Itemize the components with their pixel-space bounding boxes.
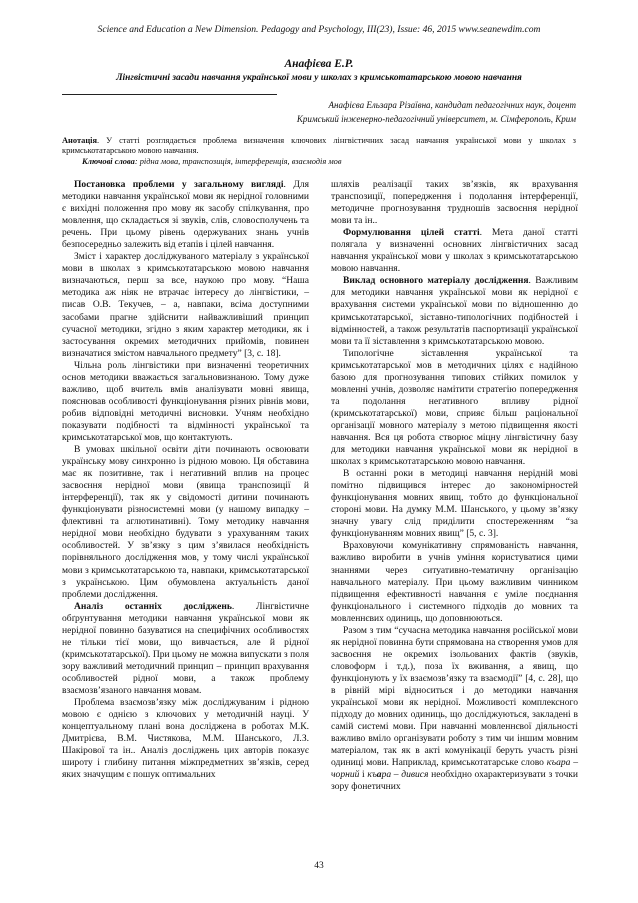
paragraph-text: необхідно охарактеризувати з точки зору фонетичних — [331, 769, 578, 793]
paragraph: В умовах шкільної освіти діти починають освоювати українську мову синхронно із рідною мовою. Ця обставина має як позитивне, так і негативний вплив на процес засвоєння нерідної мови (явища транспозиції й інтерференції), так як у свідомості дитини починають функціонувати різносистемні мови (у нашому випадку – флективні та аглютинативні). Тому методику навчання нерідної мови необхідно будувати з урахуванням таких особливостей. У зв’язку з цим з’явилася необхідність порівняльного дослідження мов, у тому числі української мови з кримськотатарською та, навпаки, кримськотатарської з українською. Цим обумовлена актуальність даної проблеми дослідження. — [62, 444, 309, 600]
section-heading: Аналіз останніх досліджень — [74, 600, 232, 612]
separator: – — [570, 757, 578, 769]
institution-affiliation: Кримський інженерно-педагогічний університет, м. Сімферополь, Крим — [296, 114, 576, 124]
paragraph — [331, 227, 578, 275]
example-translation: дивися — [401, 769, 429, 781]
section-heading: Виклад основного матеріалу дослідження — [343, 275, 529, 287]
paragraph: Типологічне зіставлення української та кримськотатарської мов в методичних цілях є надійною базою для прогнозування типових стійких помилок у мовленні учнів, дозволяє намітити стратегію попередження та подолання негативного впливу рідної (кримськотатарської) мови, сприяє більш раціональної організації мовного матеріалу з метою підвищення якості навчання. Вся ця робота створює міцну лінгвістичну базу для методики навчання української мови як нерідної в школах з кримськотатарською мовою навчання. — [331, 347, 578, 468]
author-affiliation: Анафієва Ельзара Різаївна, кандидат педагогічних наук, доцент — [328, 100, 576, 110]
paragraph — [331, 625, 578, 794]
paragraph: шляхів реалізації таких зв’язків, як врахування транспозиції, попередження і подолання інтерференції, методичне прогнозування трудношів засвоєння нерідної мови та ін.. — [331, 179, 578, 227]
example-word: къара — [546, 757, 571, 769]
stressed-letter: а — [376, 769, 382, 781]
keywords-text: : рідна мова, транспозиція, інтерференція, взаємодія мов — [134, 157, 342, 166]
word-part: къ — [367, 769, 377, 781]
paragraph-text: Разом з тим “сучасна методика навчання російської мови як нерідної повинна бути спрямована на створення умов для засвоєння не окремих ізольованих фактів (звуків, словоформ і т.д.), поза їх вживання, а явищ, що функціонують у їх взаємозв’язку та взаємодії” [4, с. 28], що в рівній мірі відноситься і до методики навчання української мови як нерідної. Можливості комплексного підходу до мовних одиниць, що досліджуються, закладені в самій системі мови. При навчанні мовленнєвої діяльності важливо вміло організувати роботу з тим чи іншим мовним матеріалом, так як в акті комунікації беруть участь різні одиниці мови. Наприклад, кримськотатарське слово — [331, 624, 578, 769]
example-word — [367, 769, 391, 780]
word-part: ра — [381, 769, 392, 781]
section-heading: Постановка проблеми у загальному вигляді — [74, 179, 284, 190]
article-title: Лінгвістичні засади навчання української мови у школах з кримськотатарською мовою навчання — [116, 73, 522, 83]
abstract — [62, 136, 576, 157]
keywords — [82, 157, 576, 166]
page-number: 43 — [314, 861, 324, 871]
journal-header: Science and Education a New Dimension. Pedagogy and Psychology, III(23), Issue: 46, 2015 www.seanewdim.com — [97, 24, 541, 35]
right-column — [331, 179, 578, 793]
paragraph: Проблема взаємозв’язку між досліджуваним і рідною мовою є однією з ключових у методичній науці. У концептуальному плані вона досліджена в роботах М.К. Дмитрієва, В.М. Чистякова, М.М. Шанського, Л.З. Шакірової та ін.. Аналіз досліджень цих авторів показує широту і глибину питання міжпредметних зв’язків, серед яких значущим є пошук оптимальних — [62, 697, 309, 781]
abstract-text: . У статті розглядається проблема визначення ключових лінгвістичних засад навчання української мови у школах з кримськотатарською мовою навчання. — [62, 136, 576, 156]
paragraph — [62, 601, 309, 697]
left-column — [62, 179, 309, 781]
keywords-label: Ключові слова — [82, 157, 135, 166]
paragraph — [62, 179, 309, 251]
paragraph-text: . Мета даної статті полягала у визначенні основних лінгвістичних засад навчання української мови у школах з кримськотатарською мовою навчання. — [331, 227, 579, 275]
paragraph-text: . Для методики навчання української мови як нерідної головними є вихідні положення про мову як засобу спілкування, про мовлення, що складається зі звуків, слів, словосполучень та речень. При цьому рівень одержуваних знань учнів безпосередньо залежить від етапів і цілей навчання. — [62, 179, 309, 251]
separator: і — [359, 769, 368, 781]
section-heading: Формулювання цілей статті — [343, 227, 480, 239]
paragraph-text: . Важливим для методики навчання української мови як нерідної є врахування системи української мови по відношенню до кримськотатарської, зіставно-типологічних подібностей і відмінностей, а також результатів паспортизації української мови та її зіставлення з кримськотатарською мовою. — [331, 275, 578, 347]
paragraph: Чільна роль лінгвістики при визначенні теоретичних основ методики вважається загальновизнаною. Тому дуже важливо, щоб вчитель вмів аналізувати мовні явища, пояснював особливості функціонування різних рівнів мови, робив відповідні методичні висновки. Учням необхідно показувати подібності та відмінності української та кримськотатарської мов, що контактують. — [62, 359, 309, 443]
paragraph: В останні роки в методиці навчання нерідній мові помітно підвищився інтерес до закономірностей функціонування мовних явищ, тобто до функціональної стороні мови. На думку М.М. Шанського, у цьому зв’язку значну увагу слід приділити спостереженням “за функціонуванням мовних явищ” [5, с. 3]. — [331, 468, 578, 540]
paragraph-text: . Лінгвістичне обґрунтування методики навчання української мови як нерідної повинно базуватися на специфічних особливостях не тільки тієї мови, що вивчається, але й рідної (кримськотатарської). При цьому не можна випускати з поля зору важливий методичний принцип – принцип врахування особливостей рідної мови, а також проблему взаємозв’язаного навчання мовам. — [62, 600, 309, 696]
abstract-label: Анотація — [62, 136, 98, 145]
divider-rule — [62, 94, 277, 95]
example-translation: чорний — [331, 769, 360, 781]
paragraph — [331, 275, 578, 347]
paragraph: Враховуючи комунікативну спрямованість навчання, важливо виробити в учнів уміння користуватися цими знаннями через ситуативно-тематичну організацію навчального матеріалу. При цьому важливим чинником підвищення ефективності навчання є уміле поєднання функціонального і системного підходів до мовних та мовленнєвих одиниць, що доповнюються. — [331, 540, 578, 624]
separator: – — [391, 769, 402, 781]
article-author: Анафієва Е.Р. — [284, 58, 354, 70]
paragraph: Зміст і характер досліджуваного матеріалу з української мови в школах з кримськотатарською мовою навчання визначаються, перш за все, наукою про мову. “Наша методика аж ніяк не втрачає інтересу до лінгвістики, – писав О.В. Текучев, – а, навпаки, всіма доступними засобами прагне здійснити найважливіший принцип сучасної методики, згідно з яким характер методики, як і застосування окремих методичних прийомів, повинен визначатися змістом навчального предмету” [3, с. 18]. — [62, 251, 309, 359]
